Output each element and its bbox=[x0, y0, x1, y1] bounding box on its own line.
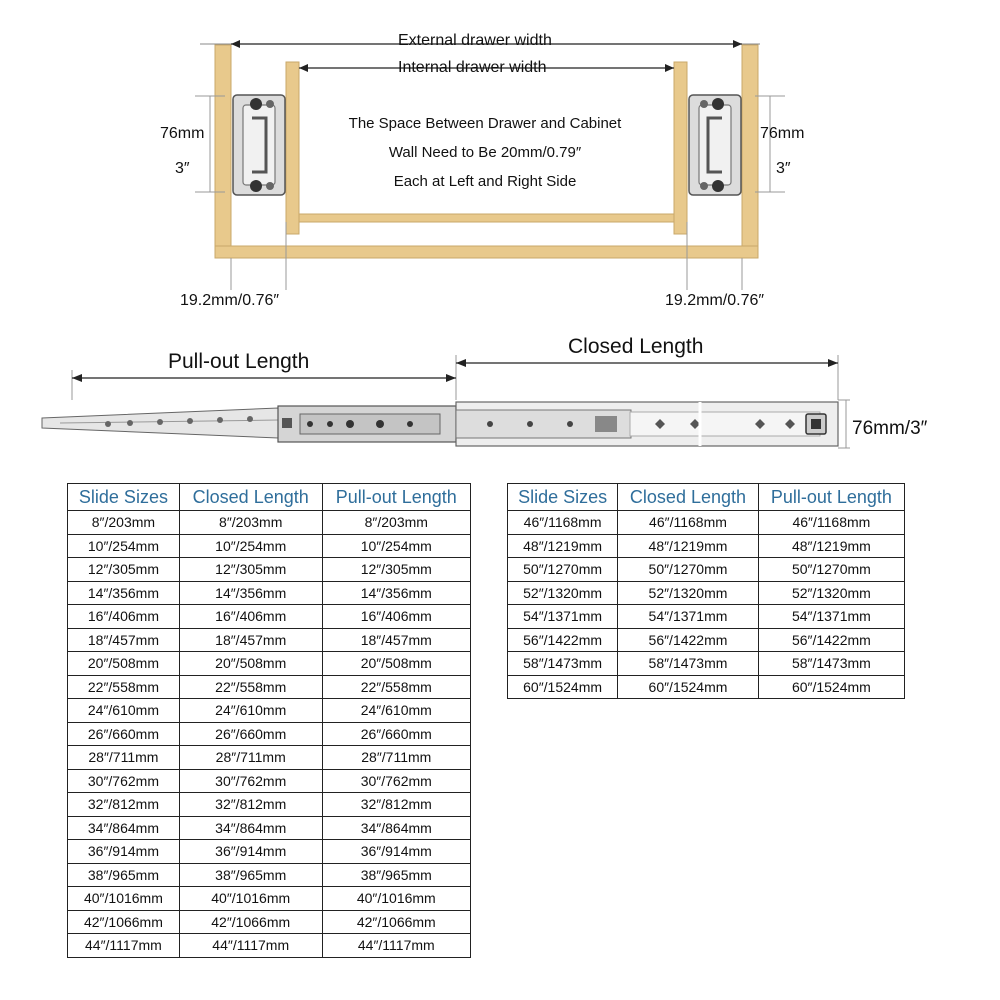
slide-size-cell: 54″/1371mm bbox=[508, 605, 618, 629]
right-slide-profile bbox=[689, 95, 741, 195]
slide-size-cell: 8″/203mm bbox=[68, 511, 180, 535]
header-closed-length: Closed Length bbox=[179, 484, 322, 511]
closed-length-cell: 50″/1270mm bbox=[618, 558, 759, 582]
table-row bbox=[68, 581, 471, 605]
pull-out-length-cell: 20″/508mm bbox=[322, 652, 470, 676]
closed-length-cell: 42″/1066mm bbox=[179, 910, 322, 934]
table-row bbox=[508, 558, 905, 582]
slide-size-cell: 22″/558mm bbox=[68, 675, 180, 699]
drawer-bottom bbox=[299, 214, 674, 222]
internal-width-label: Internal drawer width bbox=[398, 59, 547, 76]
left-slide-profile bbox=[233, 95, 285, 195]
drawer-left-side bbox=[286, 62, 299, 234]
closed-length-cell: 8″/203mm bbox=[179, 511, 322, 535]
closed-length-cell: 16″/406mm bbox=[179, 605, 322, 629]
closed-length-cell: 20″/508mm bbox=[179, 652, 322, 676]
slide-size-cell: 58″/1473mm bbox=[508, 652, 618, 676]
pull-out-length-cell: 44″/1117mm bbox=[322, 934, 470, 958]
pull-out-length-cell: 14″/356mm bbox=[322, 581, 470, 605]
table-row bbox=[68, 722, 471, 746]
extended-slide-rail bbox=[42, 402, 838, 446]
left-gap-label: 19.2mm/0.76″ bbox=[180, 292, 280, 309]
center-note-line-3: Each at Left and Right Side bbox=[393, 173, 577, 190]
table-row bbox=[68, 652, 471, 676]
slide-size-cell: 50″/1270mm bbox=[508, 558, 618, 582]
right-gap-label: 19.2mm/0.76″ bbox=[665, 292, 765, 309]
pull-out-length-cell: 54″/1371mm bbox=[758, 605, 904, 629]
pull-out-length-cell: 24″/610mm bbox=[322, 699, 470, 723]
slide-size-cell: 24″/610mm bbox=[68, 699, 180, 723]
closed-length-cell: 10″/254mm bbox=[179, 534, 322, 558]
cabinet-right-wall bbox=[742, 45, 758, 258]
slide-size-cell: 20″/508mm bbox=[68, 652, 180, 676]
closed-length-cell: 58″/1473mm bbox=[618, 652, 759, 676]
table-row bbox=[68, 675, 471, 699]
table-row bbox=[68, 910, 471, 934]
table-row bbox=[508, 652, 905, 676]
slide-height-label: 76mm/3″ bbox=[852, 418, 928, 439]
slide-size-cell: 30″/762mm bbox=[68, 769, 180, 793]
center-note-line-1: The Space Between Drawer and Cabinet bbox=[348, 115, 622, 132]
slide-size-cell: 14″/356mm bbox=[68, 581, 180, 605]
slide-size-cell: 56″/1422mm bbox=[508, 628, 618, 652]
closed-length-cell: 44″/1117mm bbox=[179, 934, 322, 958]
external-width-label: External drawer width bbox=[398, 32, 552, 49]
closed-length-cell: 56″/1422mm bbox=[618, 628, 759, 652]
table-row bbox=[508, 605, 905, 629]
table-row bbox=[68, 863, 471, 887]
closed-length-cell: 36″/914mm bbox=[179, 840, 322, 864]
slide-size-cell: 38″/965mm bbox=[68, 863, 180, 887]
pull-out-length-cell: 38″/965mm bbox=[322, 863, 470, 887]
closed-length-cell: 38″/965mm bbox=[179, 863, 322, 887]
left-height-in: 3″ bbox=[175, 160, 190, 177]
left-height-mm: 76mm bbox=[160, 125, 205, 142]
header-pull-out-length: Pull-out Length bbox=[758, 484, 904, 511]
closed-length-cell: 32″/812mm bbox=[179, 793, 322, 817]
table-row bbox=[508, 581, 905, 605]
table-row bbox=[68, 769, 471, 793]
header-slide-sizes: Slide Sizes bbox=[68, 484, 180, 511]
table-row bbox=[68, 840, 471, 864]
pull-out-length-cell: 42″/1066mm bbox=[322, 910, 470, 934]
slide-size-cell: 40″/1016mm bbox=[68, 887, 180, 911]
pull-out-length-cell: 22″/558mm bbox=[322, 675, 470, 699]
right-height-in: 3″ bbox=[776, 160, 791, 177]
closed-length-cell: 48″/1219mm bbox=[618, 534, 759, 558]
center-note-line-2: Wall Need to Be 20mm/0.79″ bbox=[388, 144, 582, 161]
pull-out-length-cell: 56″/1422mm bbox=[758, 628, 904, 652]
slide-length-diagram bbox=[0, 330, 1000, 470]
slide-size-cell: 36″/914mm bbox=[68, 840, 180, 864]
closed-length-cell: 60″/1524mm bbox=[618, 675, 759, 699]
pull-out-length-cell: 16″/406mm bbox=[322, 605, 470, 629]
pull-out-length-cell: 52″/1320mm bbox=[758, 581, 904, 605]
pull-out-length-cell: 58″/1473mm bbox=[758, 652, 904, 676]
table-row bbox=[68, 511, 471, 535]
closed-length-cell: 46″/1168mm bbox=[618, 511, 759, 535]
cabinet-left-wall bbox=[215, 45, 231, 258]
slide-size-cell: 48″/1219mm bbox=[508, 534, 618, 558]
slide-size-cell: 60″/1524mm bbox=[508, 675, 618, 699]
pull-out-length-cell: 60″/1524mm bbox=[758, 675, 904, 699]
closed-length-cell: 34″/864mm bbox=[179, 816, 322, 840]
slide-size-cell: 44″/1117mm bbox=[68, 934, 180, 958]
pull-out-length-cell: 18″/457mm bbox=[322, 628, 470, 652]
header-slide-sizes: Slide Sizes bbox=[508, 484, 618, 511]
table-row bbox=[68, 887, 471, 911]
table-row bbox=[508, 511, 905, 535]
table-row bbox=[68, 605, 471, 629]
pull-out-length-cell: 32″/812mm bbox=[322, 793, 470, 817]
pull-out-length-cell: 48″/1219mm bbox=[758, 534, 904, 558]
header-pull-out-length: Pull-out Length bbox=[322, 484, 470, 511]
slide-size-cell: 32″/812mm bbox=[68, 793, 180, 817]
slide-size-cell: 10″/254mm bbox=[68, 534, 180, 558]
slide-size-cell: 42″/1066mm bbox=[68, 910, 180, 934]
table-row bbox=[508, 628, 905, 652]
slide-size-cell: 52″/1320mm bbox=[508, 581, 618, 605]
sizes-table-right bbox=[507, 483, 905, 699]
table-row bbox=[68, 534, 471, 558]
table-row bbox=[508, 534, 905, 558]
pull-out-length-cell: 40″/1016mm bbox=[322, 887, 470, 911]
closed-length-cell: 22″/558mm bbox=[179, 675, 322, 699]
table-row bbox=[508, 675, 905, 699]
pull-out-length-cell: 50″/1270mm bbox=[758, 558, 904, 582]
pull-out-length-label: Pull-out Length bbox=[168, 350, 310, 373]
slide-size-cell: 28″/711mm bbox=[68, 746, 180, 770]
table-row bbox=[68, 699, 471, 723]
pull-out-length-cell: 10″/254mm bbox=[322, 534, 470, 558]
closed-length-label: Closed Length bbox=[568, 335, 704, 358]
table-row bbox=[68, 934, 471, 958]
pull-out-length-cell: 28″/711mm bbox=[322, 746, 470, 770]
closed-length-cell: 12″/305mm bbox=[179, 558, 322, 582]
table-row bbox=[68, 746, 471, 770]
slide-size-cell: 16″/406mm bbox=[68, 605, 180, 629]
pull-out-length-cell: 12″/305mm bbox=[322, 558, 470, 582]
slide-size-cell: 46″/1168mm bbox=[508, 511, 618, 535]
pull-out-length-cell: 34″/864mm bbox=[322, 816, 470, 840]
table-row bbox=[68, 793, 471, 817]
pull-out-length-cell: 46″/1168mm bbox=[758, 511, 904, 535]
table-row bbox=[68, 628, 471, 652]
right-height-mm: 76mm bbox=[760, 125, 805, 142]
closed-length-cell: 28″/711mm bbox=[179, 746, 322, 770]
drawer-right-side bbox=[674, 62, 687, 234]
closed-length-cell: 54″/1371mm bbox=[618, 605, 759, 629]
cabinet-bottom bbox=[215, 246, 758, 258]
table-row bbox=[68, 558, 471, 582]
slide-size-cell: 18″/457mm bbox=[68, 628, 180, 652]
closed-length-cell: 52″/1320mm bbox=[618, 581, 759, 605]
header-closed-length: Closed Length bbox=[618, 484, 759, 511]
closed-length-cell: 40″/1016mm bbox=[179, 887, 322, 911]
slide-size-cell: 12″/305mm bbox=[68, 558, 180, 582]
table-row bbox=[68, 816, 471, 840]
closed-length-cell: 24″/610mm bbox=[179, 699, 322, 723]
slide-size-cell: 26″/660mm bbox=[68, 722, 180, 746]
closed-length-cell: 18″/457mm bbox=[179, 628, 322, 652]
sizes-table-left bbox=[67, 483, 471, 958]
closed-length-cell: 14″/356mm bbox=[179, 581, 322, 605]
pull-out-length-cell: 30″/762mm bbox=[322, 769, 470, 793]
pull-out-length-cell: 36″/914mm bbox=[322, 840, 470, 864]
closed-length-cell: 26″/660mm bbox=[179, 722, 322, 746]
pull-out-length-cell: 26″/660mm bbox=[322, 722, 470, 746]
closed-length-cell: 30″/762mm bbox=[179, 769, 322, 793]
slide-size-cell: 34″/864mm bbox=[68, 816, 180, 840]
pull-out-length-cell: 8″/203mm bbox=[322, 511, 470, 535]
